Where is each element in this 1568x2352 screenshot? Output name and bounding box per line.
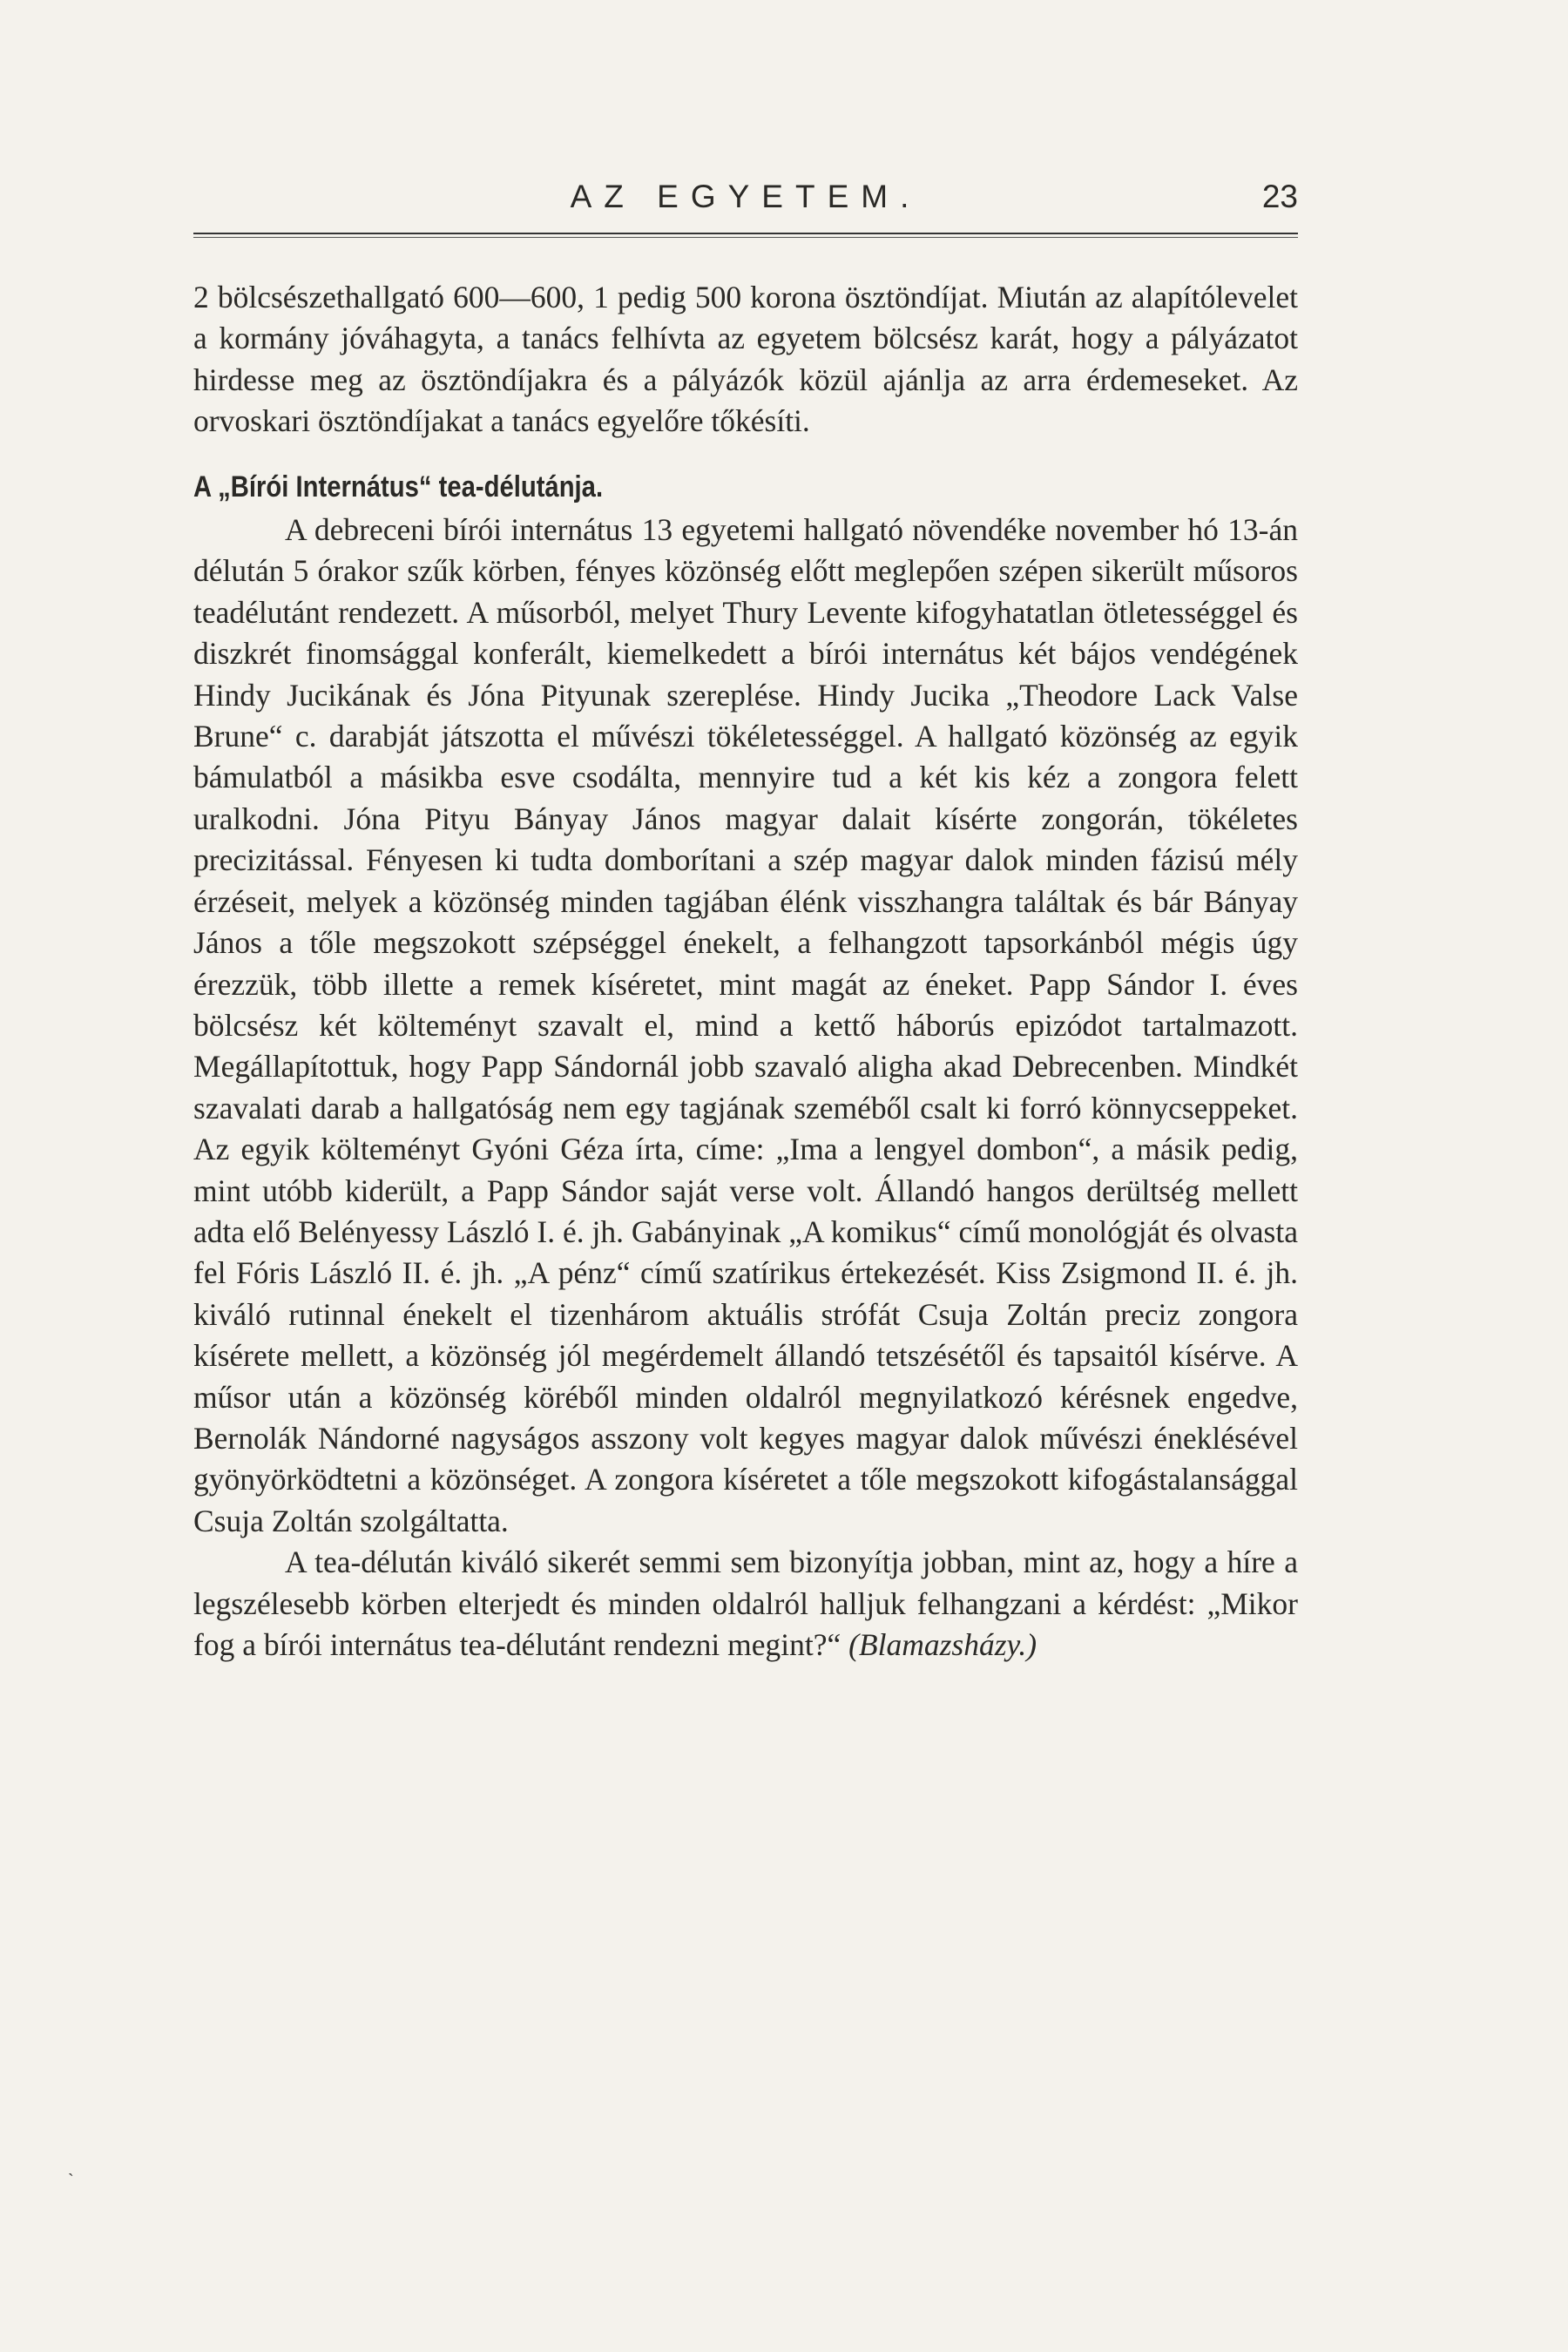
closing-text: A tea-délután kiváló sikerét semmi sem bizonyítja jobban, mint az, hogy a híre a legszélesebb körben elterjedt és minden oldalról halljuk felhangzani a kérdést: „Mikor fog a bírói internátus tea-délutánt rendezni megint?“ [193, 1544, 1298, 1662]
page-number: 23 [1261, 179, 1298, 214]
running-head [193, 179, 1298, 231]
journal-title: AZ EGYETEM. [570, 179, 922, 214]
article-body [193, 277, 1298, 1666]
author-signature: (Blamazsházy.) [848, 1627, 1037, 1662]
paragraph-tea-afternoon: A debreceni bírói internátus 13 egyetemi hallgató növendéke november hó 13-án délután 5 órakor szűk körben, fényes közönség előtt meglepően szépen sikerült műsoros teadélutánt rendezett. A műsorból, melyet Thury Levente kifogyhatatlan ötletességgel és diszkrét finomsággal konferált, kiemelkedett a bírói internátus két bájos vendégének Hindy Jucikának és Jóna Pityunak szereplése. Hindy Jucika „Theodore Lack Valse Brune“ c. darabját játszotta el művészi tökéletességgel. A hallgató közönség az egyik bámulatból a másikba esve csodálta, mennyire tud a két kis kéz a zongora felett uralkodni. Jóna Pityu Bányay János magyar dalait kísérte zongorán, tökéletes precizitással. Fényesen ki tudta domborítani a szép magyar dalok minden fázisú mély érzéseit, melyek a közönség minden tagjában élénk visszhangra találtak és bár Bányay János a tőle megszokott szépséggel énekelt, a felhangzott tapsorkánból mégis úgy érezzük, több illette a remek kíséretet, mint magát az éneket. Papp Sándor I. éves bölcsész két költeményt szavalt el, mind a kettő háborús epizódot tartalmazott. Megállapítottuk, hogy Papp Sándornál jobb szavaló aligha akad Debrecenben. Mindkét szavalati darab a hallgatóság nem egy tagjának szeméből csalt ki forró könnycseppeket. Az egyik költeményt Gyóni Géza írta, címe: „Ima a lengyel dombon“, a másik pedig, mint utóbb kiderült, a Papp Sándor saját verse volt. Állandó hangos derültség mellett adta elő Belényessy László I. é. jh. Gabányinak „A komikus“ című monológját és olvasta fel Fóris László II. é. jh. „A pénz“ című szatírikus értekezését. Kiss Zsigmond II. é. jh. kiváló rutinnal énekelt el tizenhárom aktuális strófát Csuja Zoltán preciz zongora kísérete mellett, a közönség jól megérdemelt állandó tetszésétől és tapsaitól kísérve. A műsor után a közönség köréből minden oldalról megnyilatkozó kérésnek engedve, Bernolák Nándorné nagyságos asszony volt kegyes magyar dalok művészi éneklésével gyönyörködtetni a közönséget. A zongora kíséretet a tőle megszokott kifogástalansággal Csuja Zoltán szolgáltatta. [193, 512, 1298, 1538]
paragraph-closing [193, 1542, 1298, 1666]
paragraph-scholarship: 2 bölcsészethallgató 600—600, 1 pedig 500 korona ösztöndíjat. Miután az alapítólevelet a kormány jóváhagyta, a tanács felhívta az egyetem bölcsész karát, hogy a pályázatot hirdesse meg az ösztöndíjakra és a pályázók közül ajánlja az arra érdemeseket. Az orvoskari ösztöndíjakat a tanács egyelőre tőkésíti. [193, 280, 1298, 439]
header-rule [193, 233, 1298, 238]
ink-mark: ˴ [68, 2163, 74, 2182]
section-heading: A „Bírói Internátus“ tea-délutánja. [193, 470, 604, 504]
